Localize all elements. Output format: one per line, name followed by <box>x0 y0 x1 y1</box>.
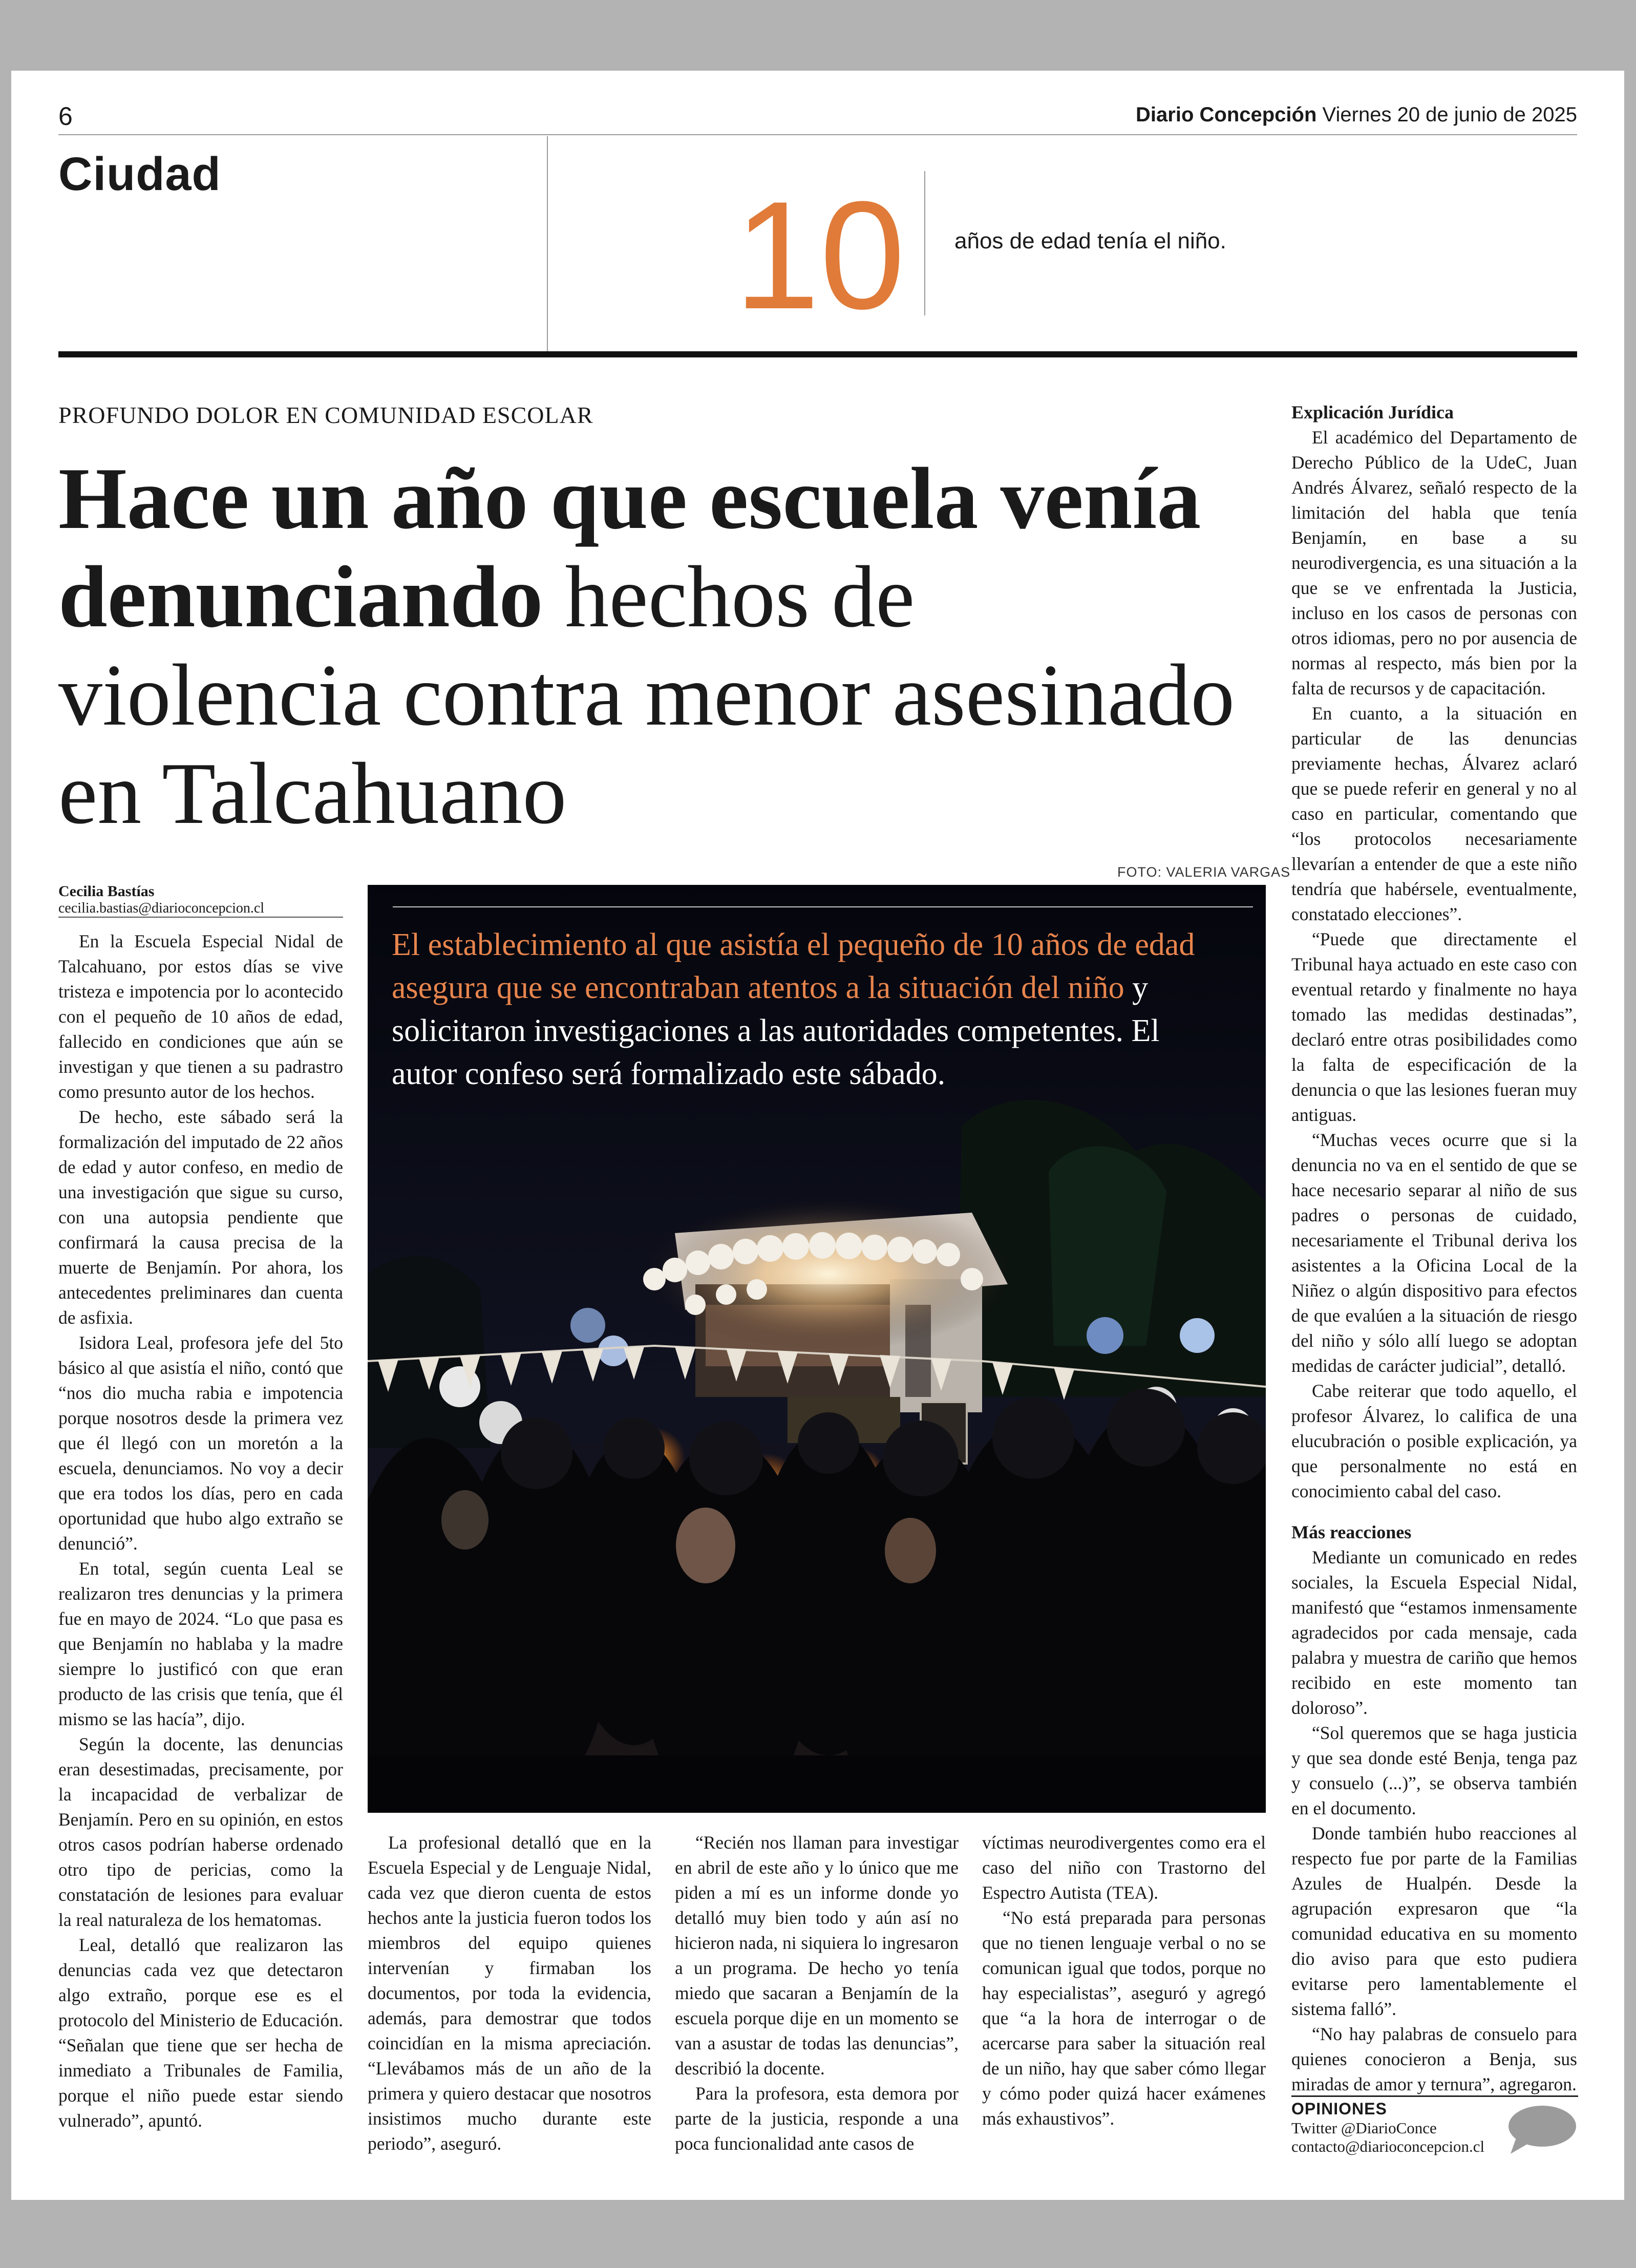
paragraph: “No está preparada para personas que no tienen lenguaje verbal o no se comunican igual que todos, porque no hay especialistas”, aseguró y agregó que “a la hora de interrogar o de acercarse para saber la situación real de un niño, hay que saber cómo llegar y cómo poder quizá hacer exámenes más exhaustivos”. <box>982 1907 1266 2129</box>
paragraph: Donde también hubo reacciones al respecto fue por parte de la Familias Azules de Hualpén. Desde la agrupación expresaron que “la comunidad educativa en su momento dio aviso para que esto pudiera evitarse pero lamentablemente el sistema falló”. <box>1291 1823 1577 2019</box>
paragraph: víctimas neurodivergentes como era el caso del niño con Trastorno del Espectro Autista (TEA). <box>982 1832 1266 1903</box>
header-divider <box>547 136 548 351</box>
caption-text: y solicitaron investigaciones a las autoridades competentes. El autor confeso será formalizado este sábado. <box>392 970 1160 1091</box>
headline-bold: Hace un año que escuela venía denunciando <box>58 450 1201 646</box>
newspaper-page <box>11 71 1624 2200</box>
paragraph: En cuanto, a la situación en particular de las denuncias previamente hechas, Álvarez aclaró que se puede referir en general y no al caso en particular, comentando que “los protocolos necesariamente llevarían a entender de que a este niño tendría que habérsele, eventualmente, constatado elecciones”. <box>1291 703 1577 924</box>
stat-number: 10 <box>734 169 905 341</box>
paragraph: “Sol queremos que se haga justicia y que sea donde esté Benja, tenga paz y consuelo (...)”, se observa también en el documento. <box>1291 1723 1577 1818</box>
twitter-handle[interactable]: Twitter @DiarioConce <box>1291 2119 1437 2137</box>
page-number: 6 <box>58 102 73 131</box>
caption-highlight: El establecimiento al que asistía el pequeño de 10 años de edad asegura que se encontraban atentos a la situación del niño <box>392 927 1195 1005</box>
paragraph: “No hay palabras de consuelo para quienes conocieron a Benja, sus miradas de amor y ternura”, agregaron. <box>1291 2024 1577 2094</box>
paragraph: Según la docente, las denuncias eran desestimadas, precisamente, por la incapacidad de verbalizar de Benjamín. Pero en su opinión, en estos otros casos podrían haberse ordenado otro tipo de pericias, como la constatación de lesiones para evaluar la real naturaleza de los hematomas. <box>58 1734 343 1930</box>
body-column-1 <box>58 929 343 2133</box>
author-name: Cecilia Bastías <box>58 883 155 900</box>
paragraph: En la Escuela Especial Nidal de Talcahuano, por estos días se vive tristeza e impotencia por lo acontecido con el pequeño de 10 años de edad, fallecido en condiciones que aún se investigan y que tienen a su padrastro como presunto autor de los hechos. <box>58 931 343 1102</box>
paragraph: Para la profesora, esta demora por parte de la justicia, responde a una poca funcionalidad ante casos de <box>675 2083 959 2154</box>
paragraph: “Muchas veces ocurre que si la denuncia no va en el sentido de que se hace necesario separar al niño de sus padres o personas de cuidado, necesariamente el Tribunal deriva los asistentes a la Oficina Local de la Niñez o algún dispositivo para efectos de que evalúen a la situación de riesgo del niño y sólo allí luego se adoptan medidas de carácter judicial”, detalló. <box>1291 1130 1577 1376</box>
section-name: Ciudad <box>58 148 221 200</box>
header-thick-rule <box>58 351 1577 357</box>
contact-email[interactable]: contacto@diarioconcepcion.cl <box>1291 2137 1485 2155</box>
caption-rule <box>393 906 1253 907</box>
paragraph: Cabe reiterar que todo aquello, el profesor Álvarez, lo califica de una elucubración o posible explicación, ya que personalmente no está en conocimiento cabal del caso. <box>1291 1381 1577 1501</box>
headline <box>58 450 1251 843</box>
masthead <box>1136 103 1577 126</box>
author-email[interactable]: cecilia.bastias@diarioconcepcion.cl <box>58 900 265 916</box>
paragraph: Leal, detalló que realizaron las denuncias cada vez que detectaron algo extraño, porque ese es el protocolo del Ministerio de Educación. “Señalan que tiene que ser hecha de inmediato a Tribunales de Familia, porque el niño puede estar siendo vulnerado”, apuntó. <box>58 1935 343 2131</box>
paragraph: En total, según cuenta Leal se realizaron tres denuncias y la primera fue en mayo de 2024. “Lo que pasa es que Benjamín no hablaba y la madre siempre lo justificó con que eran producto de las crisis que tenía, que él mismo se las hacía”, dijo. <box>58 1558 343 1729</box>
paragraph: “Puede que directamente el Tribunal haya actuado en este caso con eventual retardo y finalmente no haya tomado las medidas destinadas”, declaró entre otras posibilidades como la falta de especificación de la denuncia o que las lesiones fueran muy antiguas. <box>1291 929 1577 1125</box>
body-column-2 <box>368 1830 651 2156</box>
opiniones-label: OPINIONES <box>1291 2100 1387 2118</box>
headline-regular: hechos de violencia contra menor asesinado en Talcahuano <box>58 548 1235 842</box>
side-column <box>1291 399 1577 2097</box>
paragraph: Mediante un comunicado en redes sociales, la Escuela Especial Nidal, manifestó que “estamos inmensamente agradecidos por cada mensaje, cada palabra y muestra de cariño que hemos recibido en este momento tan doloroso”. <box>1291 1547 1577 1718</box>
speech-bubble-icon <box>1506 2105 1578 2156</box>
paragraph: “Recién nos llaman para investigar en abril de este año y lo único que me piden a mí es un informe donde yo detalló muy bien todo y aún así no hicieron nada, ni siquiera lo ingresaron a un programa. De hecho yo tenía miedo que sacaran a Benjamín de la escuela porque dije en un momento se van a asustar de todas las denuncias”, describió la docente. <box>675 1832 959 2079</box>
paragraph: Isidora Leal, profesora jefe del 5to básico al que asistía el niño, contó que “nos dio mucha rabia e impotencia porque nosotros desde la primera vez que él llegó con un moretón a la escuela, denunciamos. No voy a decir que era todos los días, pero en cada oportunidad que hubo algo extraño se denunció”. <box>58 1332 343 1554</box>
subheading-explicacion: Explicación Jurídica <box>1291 402 1454 422</box>
paragraph: La profesional detalló que en la Escuela Especial y de Lenguaje Nidal, cada vez que dieron cuenta de estos hechos ante la justicia fueron todos los miembros del equipo quienes intervenían y firmaban los documentos, por toda la evidencia, además, para demostrar que todos coincidían en la misma apreciación. “Llevábamos más de un año de la primera y quiero destacar que nosotros insistimos mucho durante este periodo”, aseguró. <box>368 1832 651 2154</box>
body-column-4 <box>982 1830 1266 2131</box>
opiniones-rule <box>1291 2095 1578 2097</box>
paragraph: De hecho, este sábado será la formalización del imputado de 22 años de edad y autor confeso, en medio de una investigación que sigue su curso, con una autopsia pendiente que confirmará la causa precisa de la muerte de Benjamín. Por ahora, los antecedentes preliminares dan cuenta de asfixia. <box>58 1107 343 1328</box>
body-column-3 <box>675 1830 959 2156</box>
byline-rule <box>58 917 343 918</box>
stat-text: años de edad tenía el niño. <box>954 228 1226 253</box>
issue-date: Viernes 20 de junio de 2025 <box>1322 103 1577 126</box>
stat-divider <box>924 171 925 315</box>
paragraph: El académico del Departamento de Derecho Público de la UdeC, Juan Andrés Álvarez, señaló respecto de la limitación del habla que tenía Benjamín, en base a su neurodivergencia, es una situación a la que se ve enfrentada la Justicia, incluso en los casos de personas con otros idiomas, pero no por ausencia de normas al respecto, más bien por la falta de recursos y de capacitación. <box>1291 427 1577 698</box>
kicker: PROFUNDO DOLOR EN COMUNIDAD ESCOLAR <box>58 402 593 428</box>
photo-caption <box>392 923 1231 1095</box>
paper-name: Diario Concepción <box>1136 103 1317 126</box>
header-rule <box>58 134 1577 135</box>
subheading-reacciones: Más reacciones <box>1291 1522 1412 1542</box>
photo-credit: FOTO: VALERIA VARGAS <box>1117 864 1291 880</box>
